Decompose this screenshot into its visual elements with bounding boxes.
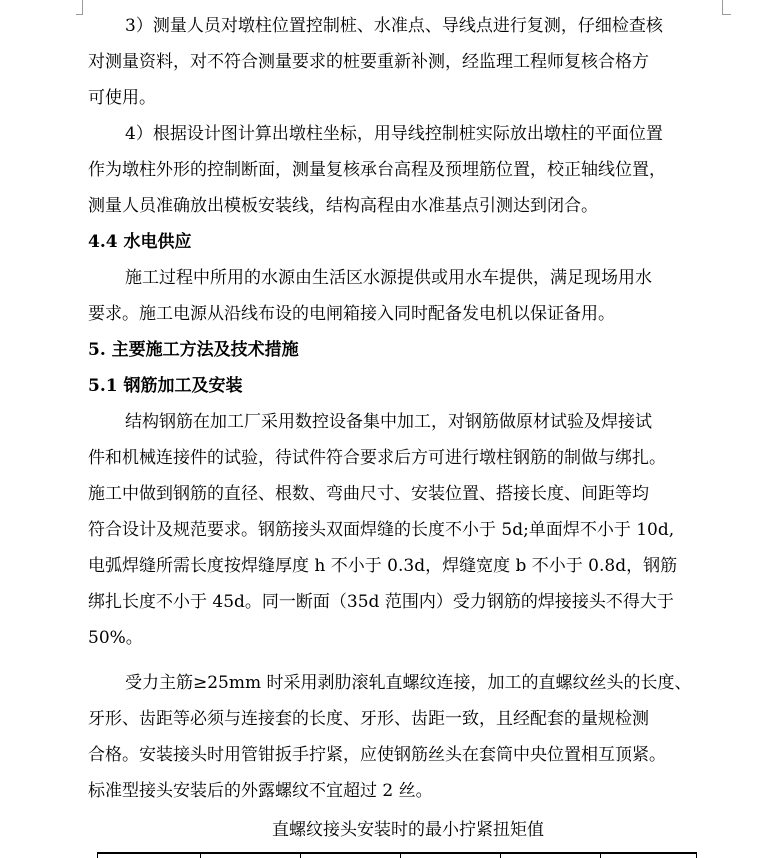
paragraph-line: 施工过程中所用的水源由生活区水源提供或用水车提供，满足现场用水 [125,268,652,288]
paragraph-line: 受力主筋≥25mm 时采用剥肋滚轧直螺纹连接，加工的直螺纹丝头的长度、 [125,673,692,693]
table-column-divider [600,852,601,858]
table-caption: 直螺纹接头安装时的最小拧紧扭矩值 [272,820,544,840]
paragraph-line: 合格。安装接头时用管钳扳手拧紧，应使钢筋丝头在套筒中央位置相互顶紧。 [88,745,666,765]
section-heading-4-4: 4.4 水电供应 [88,232,192,252]
paragraph-line: 电弧焊缝所需长度按焊缝厚度 h 不小于 0.3d，焊缝宽度 b 不小于 0.8d，钢筋 [88,556,678,576]
paragraph-line: 作为墩柱外形的控制断面，测量复核承台高程及预埋筋位置，校正轴线位置， [88,160,666,180]
paragraph-line: 结构钢筋在加工厂采用数控设备集中加工，对钢筋做原材试验及焊接试 [125,412,652,432]
crop-mark-left [76,0,83,15]
paragraph-line: 3）测量人员对墩柱位置控制桩、水准点、导线点进行复测，仔细检查核 [125,16,663,36]
section-heading-5: 5. 主要施工方法及技术措施 [88,340,299,360]
paragraph-line: 可使用。 [88,88,156,108]
table-column-divider [300,852,301,858]
table-top-border [97,852,697,854]
paragraph-line: 绑扎长度不小于 45d。同一断面（35d 范围内）受力钢筋的焊接接头不得大于 [88,592,674,612]
paragraph-line: 件和机械连接件的试验，待试件符合要求后方可进行墩柱钢筋的制做与绑扎。 [88,448,666,468]
paragraph-line: 施工中做到钢筋的直径、根数、弯曲尺寸、安装位置、搭接长度、间距等均 [88,484,649,504]
paragraph-line: 符合设计及规范要求。钢筋接头双面焊缝的长度不小于 5d;单面焊不小于 10d, [88,520,675,540]
paragraph-line: 50%。 [88,628,143,648]
table-column-divider [400,852,401,858]
table-column-divider [696,852,697,858]
paragraph-gap [88,656,728,665]
paragraph-line: 4）根据设计图计算出墩柱坐标，用导线控制桩实际放出墩柱的平面位置 [125,124,663,144]
paragraph-line: 要求。施工电源从沿线布设的电闸箱接入同时配备发电机以保证备用。 [88,304,615,324]
document-body [88,8,728,848]
paragraph-line: 测量人员准确放出模板安装线，结构高程由水准基点引测达到闭合。 [88,196,598,216]
section-heading-5-1: 5.1 钢筋加工及安装 [88,376,243,396]
paragraph-line: 牙形、齿距等必须与连接套的长度、牙形、齿距一致，且经配套的量规检测 [88,709,649,729]
paragraph-line: 对测量资料，对不符合测量要求的桩要重新补测，经监理工程师复核合格方 [88,52,649,72]
table-column-divider [200,852,201,858]
table-column-divider [500,852,501,858]
table-column-divider [97,852,98,858]
paragraph-line: 标准型接头安装后的外露螺纹不宜超过 2 丝。 [88,781,433,801]
